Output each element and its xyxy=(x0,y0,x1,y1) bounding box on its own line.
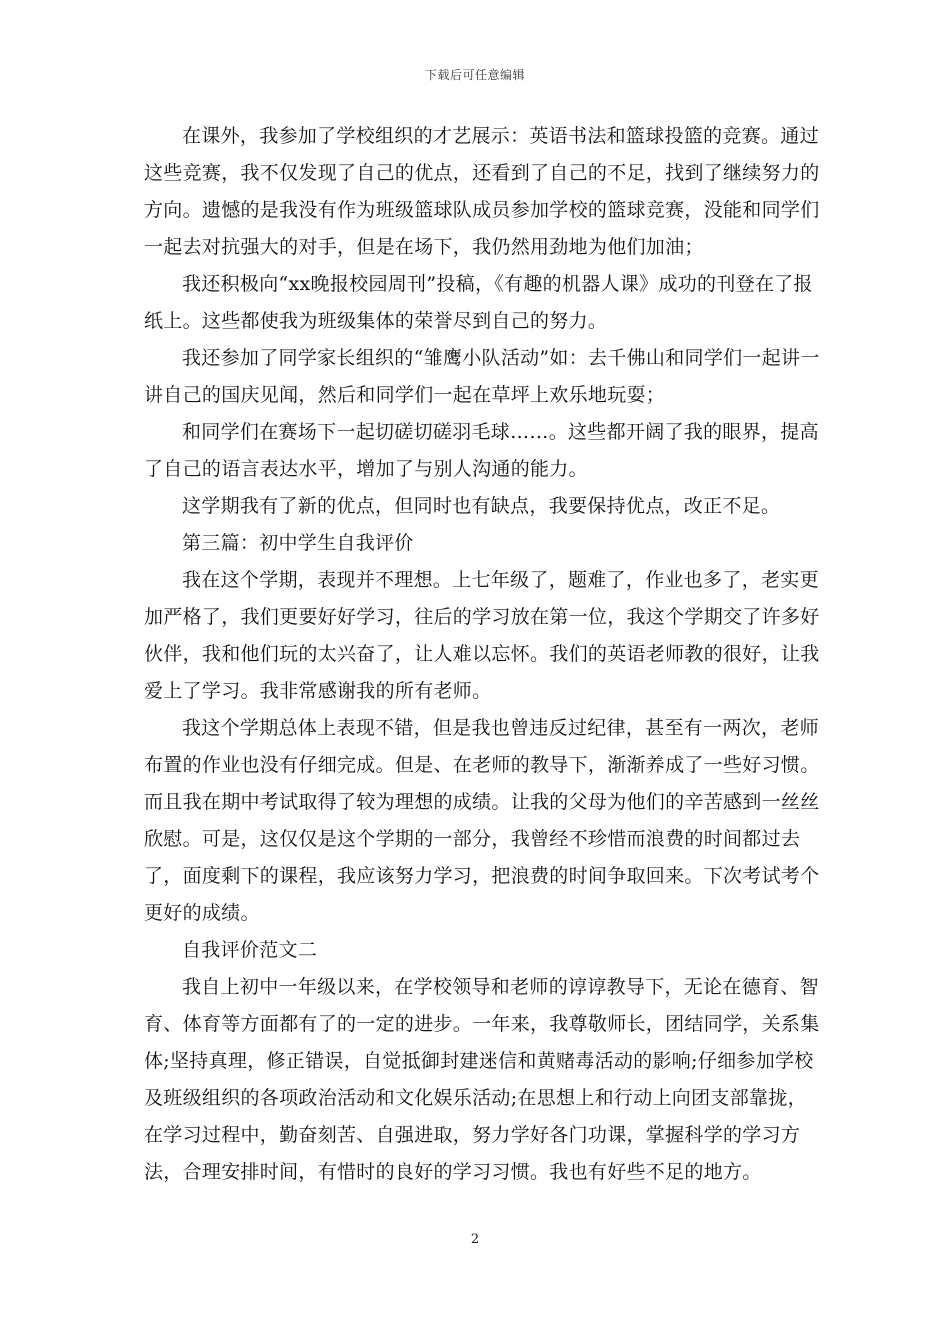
paragraph-newspaper: 我还积极向“xx晚报校园周刊”投稿，《有趣的机器人课》成功的刊登在了报纸上。这些都使我为班级集体的荣誉尽到自己的努力。 xyxy=(144,273,813,332)
paragraph-summary: 这学期我有了新的优点，但同时也有缺点，我要保持优点，改正不足。 xyxy=(182,495,781,517)
page-number: 2 xyxy=(470,1232,480,1247)
paragraph-junior-high: 我自上初中一年级以来，在学校领导和老师的谆谆教导下，无论在德育、智育、体育等方面都有了的一定的进步。一年来，我尊敬师长，团结同学，关系集体;坚持真理，修正错误，自觉抵御封建迷信和黄赌毒活动的影响;仔细参加学校及班级组织的各项政治活动和文化娱乐活动;在思想上和行动上向团支部靠拢，在学习过程中，勤奋刻苦、自强进取，努力学好各门功课，掌握科学的学习方法，合理安排时间，有惜时的良好的学习习惯。我也有好些不足的地方。 xyxy=(144,976,820,1183)
document-body xyxy=(144,118,824,1191)
section-heading-sample-two: 自我评价范文二 xyxy=(182,939,318,961)
paragraph-badminton: 和同学们在赛场下一起切磋切磋羽毛球……。这些都开阔了我的眼界，提高了自己的语言表达水平，增加了与别人沟通的能力。 xyxy=(144,421,819,480)
paragraph-extracurricular: 在课外，我参加了学校组织的才艺展示：英语书法和篮球投篮的竞赛。通过这些竞赛，我不仅发现了自己的优点，还看到了自己的不足，找到了继续努力的方向。遗憾的是我没有作为班级篮球队成员参加学校的篮球竞赛，没能和同学们一起去对抗强大的对手，但是在场下，我仍然用劲地为他们加油； xyxy=(144,125,820,258)
paragraph-performance: 我这个学期总体上表现不错，但是我也曾违反过纪律，甚至有一两次，老师布置的作业也没有仔细完成。但是、在老师的教导下，渐渐养成了一些好习惯。而且我在期中考试取得了较为理想的成绩。让我的父母为他们的辛苦感到一丝丝欣慰。可是，这仅仅是这个学期的一部分，我曾经不珍惜而浪费的时间都过去了，面度剩下的课程，我应该努力学习，把浪费的时间争取回来。下次考试考个更好的成绩。 xyxy=(144,717,820,924)
paragraph-eagle-team: 我还参加了同学家长组织的“雏鹰小队活动”如：去千佛山和同学们一起讲一讲自己的国庆见闻，然后和同学们一起在草坪上欢乐地玩耍； xyxy=(144,347,820,406)
section-heading-third: 第三篇：初中学生自我评价 xyxy=(182,532,414,554)
paragraph-semester: 我在这个学期，表现并不理想。上七年级了，题难了，作业也多了，老实更加严格了，我们更要好好学习，往后的学习放在第一位，我这个学期交了许多好伙伴，我和他们玩的太兴奋了，让人难以忘怀。我们的英语老师教的很好，让我爱上了学习。我非常感谢我的所有老师。 xyxy=(144,569,820,702)
page-header: 下载后可任意编辑 xyxy=(424,68,525,82)
